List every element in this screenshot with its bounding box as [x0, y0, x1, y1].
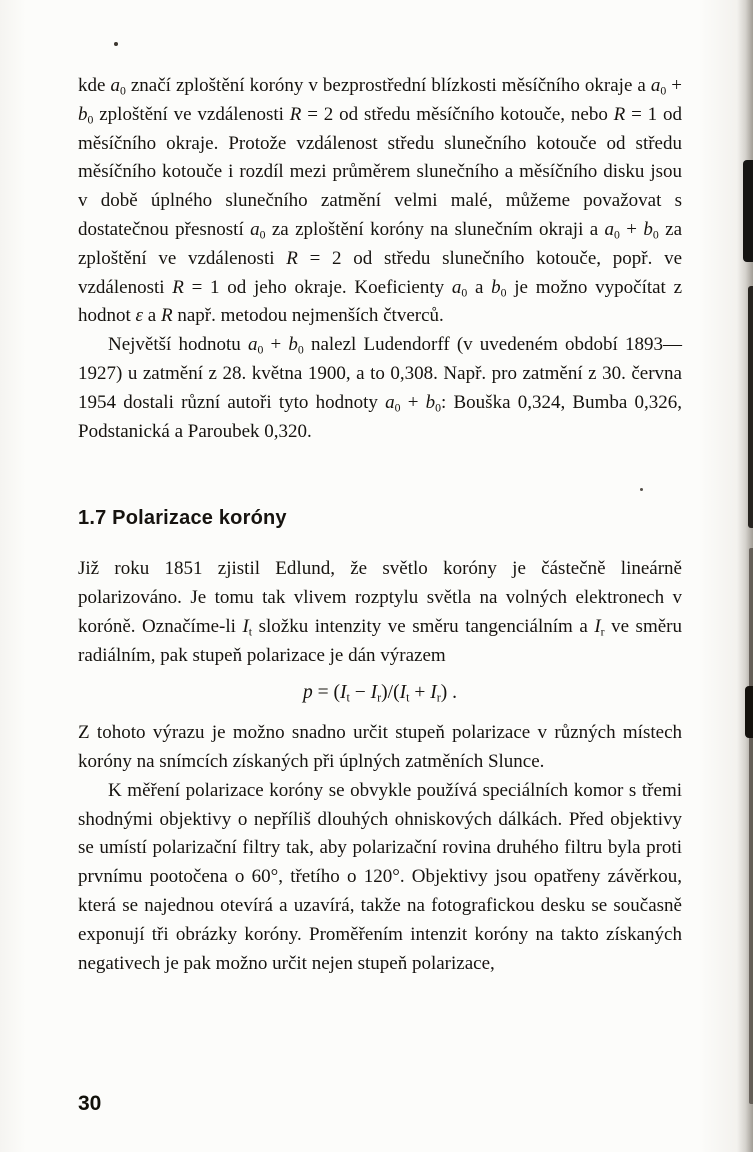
- paragraph-ludendorff-values: Největší hodnotu $a_0 + b_0$ nalezl Ludendorff (v uvedeném období 1893—1927) u zatmění z 28. května 1900, a to 0,308. Např. pro zatmění z 30. června 1954 dostali různí autoři tyto hodnoty $a_0 + b_0$: Bouška 0,324, Bumba 0,326, Podstanická a Paroubek 0,320.: [78, 334, 683, 442]
- paragraph-polarization-degree: Z tohoto výrazu je možno snadno určit stupeň polarizace v různých místech koróny na snímcích získaných při úplných zatměních Slunce.: [78, 722, 682, 772]
- paragraph-flattening-coefficients: kde $a_0$ značí zploštění koróny v bezprostřední blízkosti měsíčního okraje a $a_0 + b_0$ zploštění ve vzdálenosti R = 2 od středu měsíčního kotouče, nebo R = 1 od měsíčního okraje. Protože vzdálenost středu slunečního kotouče od středu měsíčního kotouče i rozdíl mezi průměrem slunečního a měsíčního disku jsou v době úplného slunečního zatmění velmi malé, můžeme považovat s dostatečnou přesností $a_0$ za zploštění koróny na slunečním okraji a $a_0 + b_0$ za zploštění ve vzdálenosti R = 2 od středu slunečního kotouče, popř. ve vzdálenosti R = 1 od jeho okraje. Koeficienty $a_0$ a $b_0$ je možno vypočítat z hodnot ε a R např. metodou nejmenších čtverců.: [78, 75, 683, 327]
- scan-edge-mark: [745, 686, 753, 738]
- paragraph-measurement-cameras: K měření polarizace koróny se obvykle používá speciálních komor s třemi shodnými objektivy o nepříliš dlouhých ohniskových dálkách. Před objektivy se umístí polarizační filtry tak, aby polarizační rovina druhého filtru byla proti prvnímu pootočena o 60°, třetího o 120°. Objektivy jsou opatřeny závěrkou, která se najednou otevírá a uzavírá, takže na fotografickou desku se současně exponují tři obrázky koróny. Proměřením intenzit koróny na takto získaných negativech je pak možno určit nejen stupeň polarizace,: [78, 779, 682, 974]
- scan-binding-shadow: [737, 0, 753, 1152]
- paragraph-polarization-intro: Již roku 1851 zjistil Edlund, že světlo koróny je částečně lineárně polarizováno. Je tomu tak vlivem rozptylu světla na volných elektronech v koróně. Označíme-li $I_t$ složku intenzity ve směru tangenciálním a $I_r$ ve směru radiálním, pak stupeň polarizace je dán výrazem: [78, 558, 682, 666]
- section-heading: 1.7 Polarizace koróny: [78, 507, 287, 530]
- polarization-equation: $p = (I_t - I_r)/(I_t + I_r)$ .: [303, 682, 457, 705]
- scan-speck: [114, 42, 118, 46]
- scan-edge-mark: [743, 160, 753, 262]
- page-number: 30: [78, 1092, 102, 1115]
- page-content: [78, 72, 682, 978]
- scan-edge-mark: [749, 548, 753, 1104]
- scan-edge-mark: [748, 286, 753, 528]
